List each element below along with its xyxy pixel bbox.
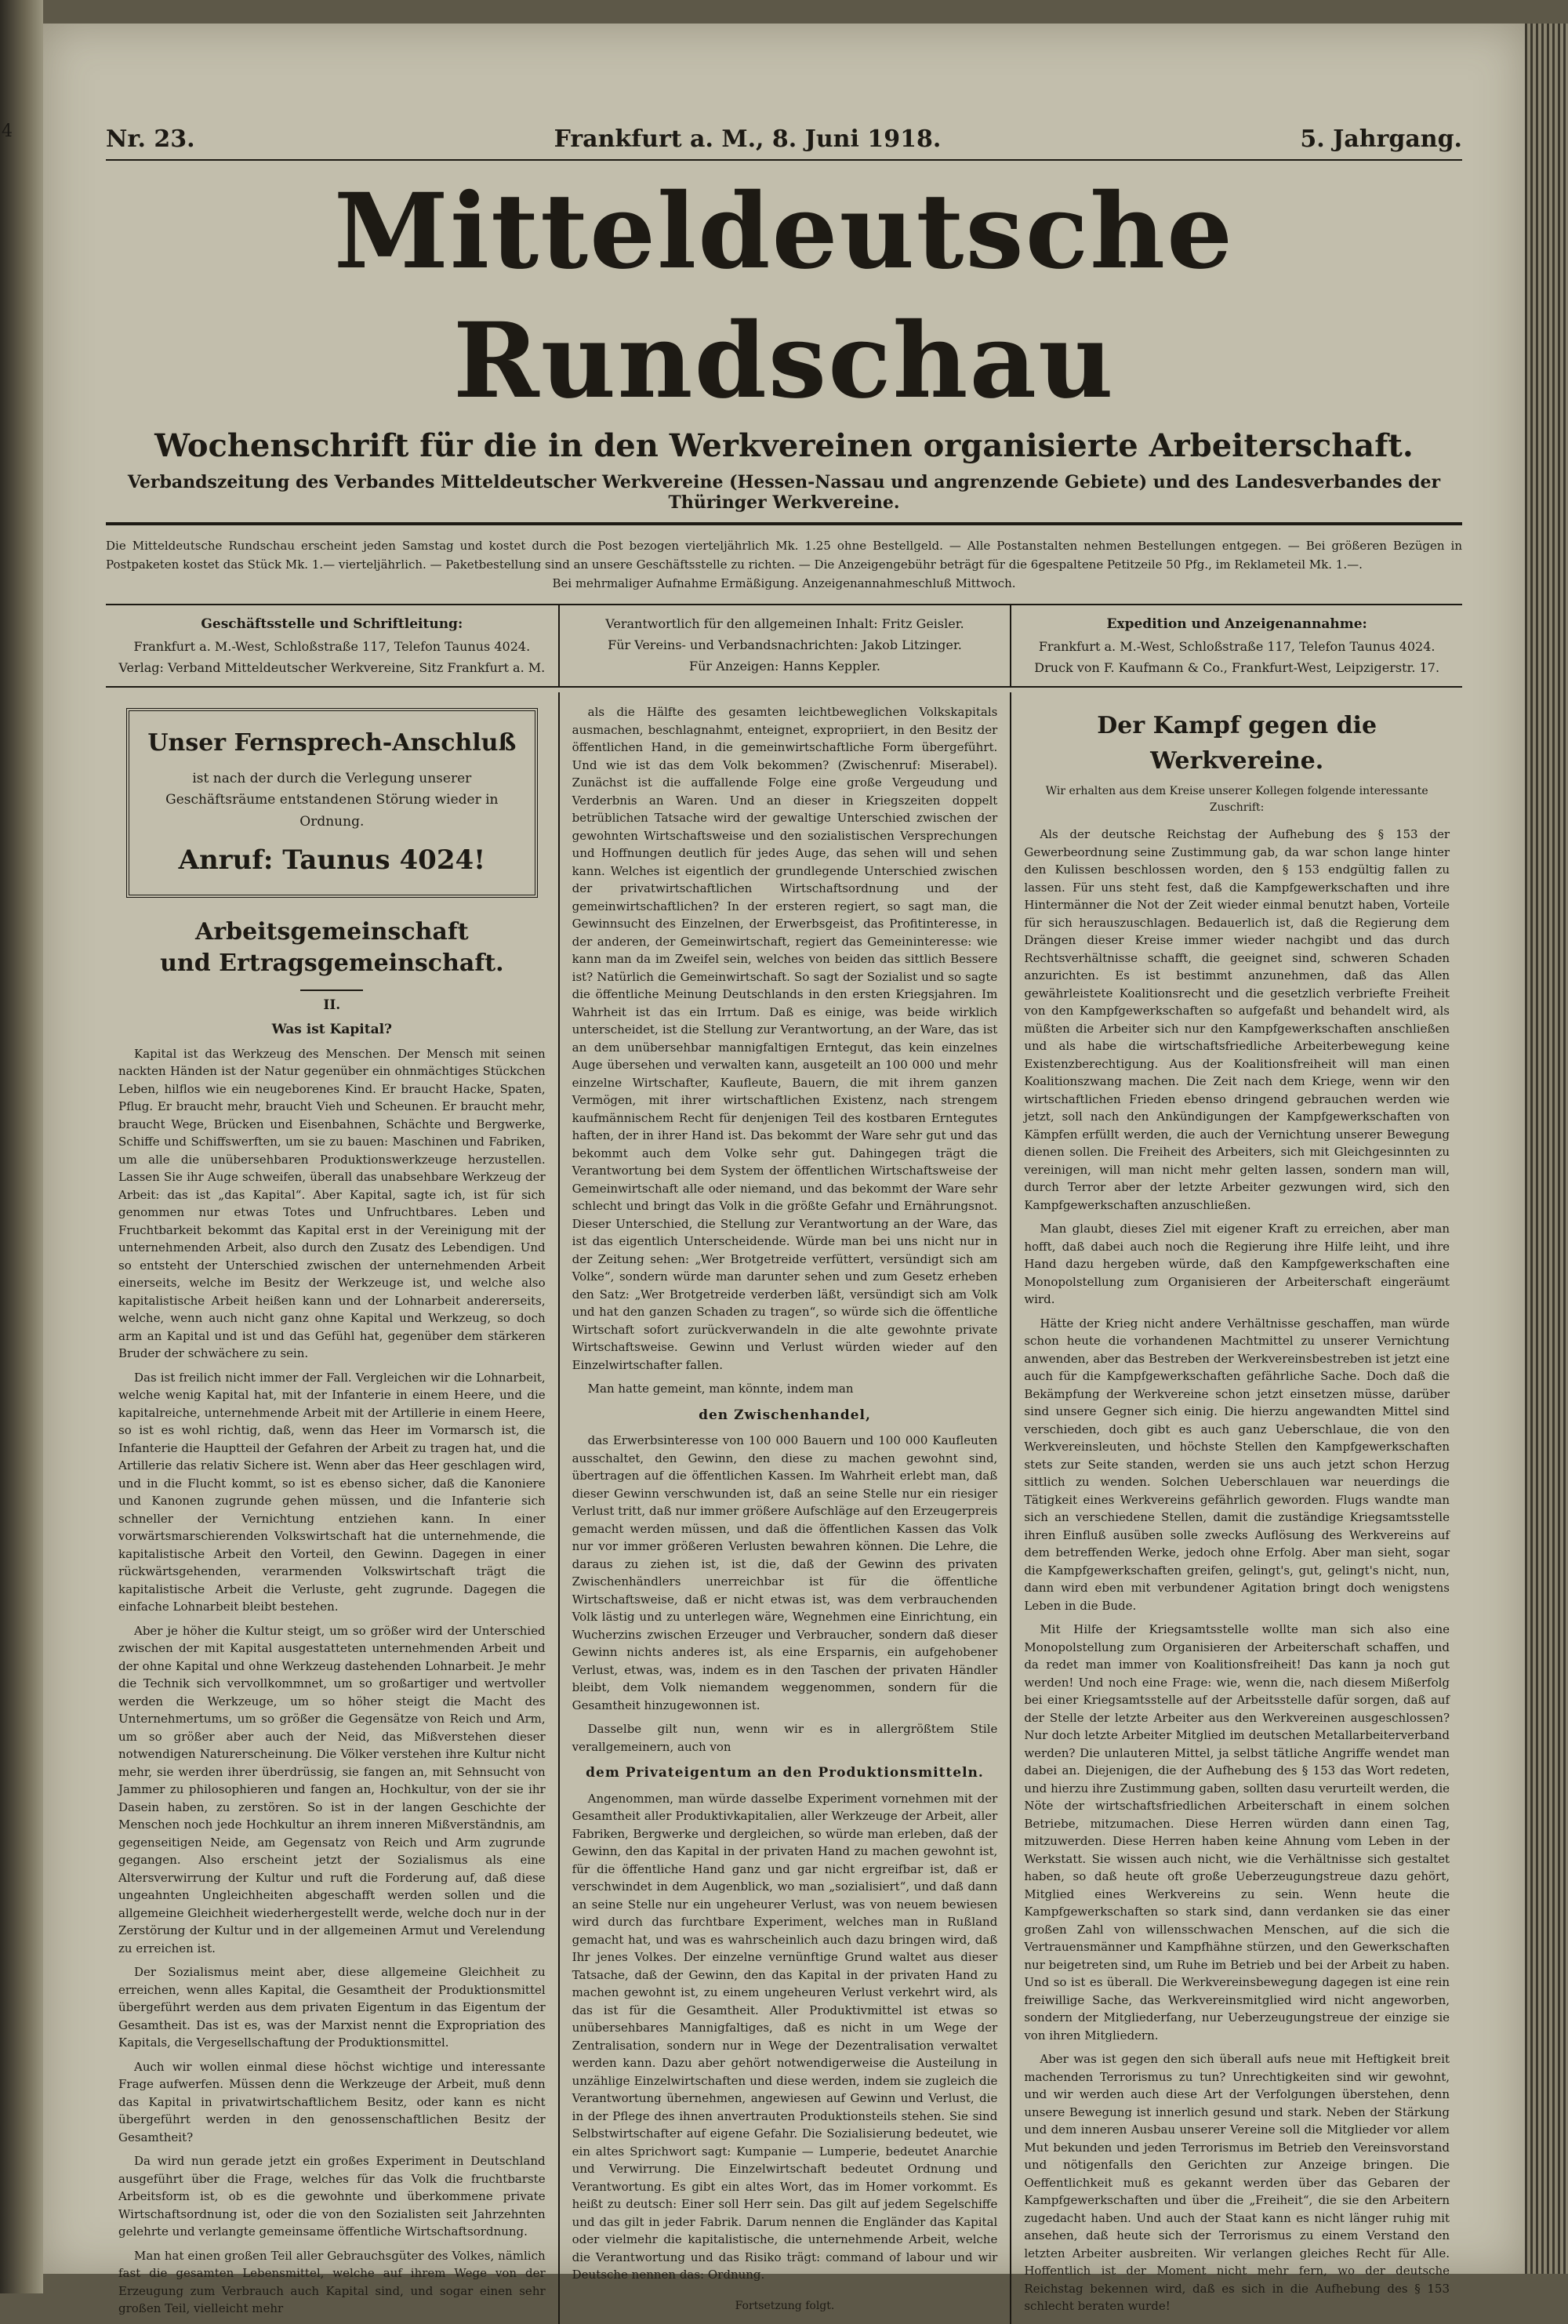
info-editors-line1: Verantwortlich für den allgemeinen Inhalt: Fritz Geisler. xyxy=(605,616,964,631)
dateline: Frankfurt a. M., 8. Juni 1918. xyxy=(554,125,942,153)
column-middle xyxy=(558,692,1011,2324)
article2-paragraph: Als der deutsche Reichstag der Aufhebung des § 153 der Gewerbeordnung seine Zustimmung gab, da war schon lange hinter den Kulissen beschlossen worden, den § 153 endgültig fallen zu lassen. Für uns steht fest, daß die Kampfgewerkschaften und ihre Hintermänner die Not der Zeit wieder einmal benutzt haben, Vorteile für sich herauszuschlagen. Bedauerlich ist, daß die Regierung dem Drängen dieser Kreise immer wieder nachgibt und das durch Rechtsverhältnisse schafft, die geeignet sind, schweren Schaden anzurichten. Es ist bestimmt anzunehmen, daß das Allen gewährleistete Koalitionsrecht und die gesetzlich verbriefte Freiheit von den Kampfgewerkschaften so aufgefaßt und behandelt wird, als müßten die Arbeiter sich nur den Kampfgewerkschaften anschließen und als habe die wirtschaftsfriedliche Arbeiterbewegung keine Existenzberechtigung. Aus der Koalitionsfreiheit will man einen Koalitionszwang machen. Die Zeit nach dem Kriege, wenn wir den wirtschaftlichen Frieden ebenso dringend gebrauchen werden wie jetzt, soll nach den Ankündigungen der Kampfgewerkschaften von Kämpfen erfüllt werden, die auch der Vernichtung unserer Bewegung dienen sollen. Die Freiheit des Arbeiters, sich mit Gleichgesinnten zu vereinigen, will man nicht mehr gelten lassen, sondern man will, durch Terror aber der letzte Arbeiter gezwungen wird, sich den Kampfgewerkschaften anzuschließen. xyxy=(1024,827,1450,1212)
article1-part: II. xyxy=(323,997,341,1013)
phone-notice-box xyxy=(126,708,538,898)
article2-heading: Der Kampf gegen die Werkvereine. xyxy=(1097,712,1377,775)
info-editors-line2: Für Vereins- und Verbandsnachrichten: Jakob Litzinger. xyxy=(608,637,962,653)
column-left xyxy=(106,692,558,2324)
info-office-line2: Verlag: Verband Mitteldeutscher Werkvereine, Sitz Frankfurt a. M. xyxy=(118,660,546,676)
article1-subheading: Was ist Kapital? xyxy=(271,1022,392,1038)
masthead-top-bar xyxy=(106,125,1462,153)
article1-paragraph: Der Sozialismus meint aber, diese allgemeine Gleichheit zu erreichen, wenn alles Kapital, die Gesamtheit der Produktionsmittel übergeführt werden aus dem privaten Eigentum in das Eigentum der Gesamtheit. Das ist es, was der Marxist nennt die Expropriation des Kapitals, die Vergesellschaftung der Produktionsmittel. xyxy=(118,1965,546,2050)
issue-number: Nr. 23. xyxy=(106,125,195,153)
article1-paragraph: Man hatte gemeint, man könnte, indem man xyxy=(587,1382,854,1396)
article1-paragraph: Das ist freilich nicht immer der Fall. Vergleichen wir die Lohnarbeit, welche wenig Kapital hat, mit der Infanterie in einem Heere, und die kapitalreiche, unternehmende Arbeit mit der Artillerie in einem Heere, so ist es wohl richtig, daß, wenn das Heer im Vormarsch ist, die Infanterie die Hauptteil der Gefahren der Arbeit zu tragen hat, und die Artillerie das relativ Sichere ist. Wenn aber das Heer geschlagen wird, und in die Flucht kommt, so ist es ebenso sicher, daß die Kanoniere und Kanonen zugrunde gehen müssen, und die Infanterie sich schneller der Vernichtung entziehen kann. In einer vorwärtsmarschierenden Volkswirtschaft hat die unternehmende, die kapitalistische Arbeit den Vorteil, den Gewinn. Dagegen in einer rückwärtsgehenden, verarmenden Volkswirtschaft trägt die kapitalistische Arbeit die Verluste, geht zugrunde. Dagegen die einfache Lohnarbeit bleibt bestehen. xyxy=(118,1370,546,1614)
article1-paragraph: Kapital ist das Werkzeug des Menschen. Der Mensch mit seinen nackten Händen ist der Natur gegenüber ein ohnmächtiges Stückchen Leben, hilflos wie ein neugeborenes Kind. Er braucht Hacke, Spaten, Pflug. Er braucht mehr, braucht Vieh und Scheunen. Er braucht mehr, braucht Wege, Brücken und Eisenbahnen, Schächte und Bergwerke, Schiffe und Schiffswerften, um sie zu bauen: Maschinen und Fabriken, um alle die unübersehbaren Produktionswerkzeuge herzustellen. Lassen Sie ihr Auge schweifen, überall das unabsehbare Werkzeug der Arbeit: das ist „das Kapital“. Aber Kapital, sagte ich, ist für sich genommen nur etwas Totes und Unfruchtbares. Leben und Fruchtbarkeit bekommt das Kapital erst in der Vereinigung mit der unternehmenden Arbeit, also durch den Zusatz des Lebendigen. Und so entsteht der Unterschied zwischen der unternehmenden Arbeit einerseits, welche im Besitz der Werkzeuge ist, und welche also kapitalistische Arbeit heißen kann und der Lohnarbeit andererseits, welche, wenn auch nicht ganz ohne Kapital und Werkzeug, so doch arm an Kapital und ist und das Gefühl hat, gegenüber dem stärkeren Bruder der schwächere zu sein. xyxy=(118,1046,546,1361)
article-columns xyxy=(106,692,1462,2324)
volume-number: 5. Jahrgang. xyxy=(1300,125,1462,153)
heading-divider xyxy=(300,990,363,991)
article1-paragraph: als die Hälfte des gesamten leichtbeweglichen Volkskapitals ausmachen, beschlagnahmt, enteignet, expropriiert, in den Besitz der öffentlichen Hand, in die gemeinwirtschaftliche Form übergeführt. Und wie ist das dem Volk bekommen? (Zwischenruf: Miserabel). Zunächst ist die auffallende Folge eine große Vergeudung und Verderbnis an Waren. Und an dieser in Kriegszeiten doppelt betrüblichen Tatsache wird der gewaltige Unterschied zwischen der gewohnten Wirtschaftsweise und den sozialistischen Versprechungen und Hoffnungen deutlich für jedes Auge, das sehen will und sehen kann. Welches ist eigentlich der grundlegende Unterschied zwischen der privatwirtschaftlichen Wirtschaftsordnung und der gemeinwirtschaftlichen? In der ersteren regiert, so sagt man, die Gewinnsucht des Einzelnen, der Erwerbsgeist, das Profitinteresse, in der anderen, der Gemeinwirtschaft, regiert das Gemeininteresse: wie kann man da im Zweifel sein, welches von beiden das sittlich Bessere ist? Natürlich die Gemeinwirtschaft. So sagt der Sozialist und so sagte die öffentliche Meinung Deutschlands in den ersten Kriegsjahren. Im Wahrheit ist das ein Irrtum. Daß es einige, was beide wirklich unterscheidet, ist die Stellung zur Verantwortung, an der Ware, das ist an dem unübersehbar mannigfaltigen Erntegut, das kein einzelnes Auge übersehen und verwalten kann, ausgeteilt an 100 000 und mehr einzelne Wirtschafter, Kaufleute, Bauern, die mit ihrem ganzen Vermögen, mit ihrer wirtschaftlichen Existenz, nach strengem kaufmännischem Recht für denjenigen Teil des kostbaren Erntegutes haften, der in ihrer Hand ist. Das bekommt der Ware sehr gut und das bekommt auch dem Volke sehr gut. Dahingegen trägt die Verantwortung bei dem System der öffentlichen Wirtschaftsweise der Gemeinwirtschaft alle oder niemand, und das bekommt der Ware sehr schlecht und bringt das Volk in die größte Gefahr und Ernährungsnot. Dieser Unterschied, die Stellung zur Verantwortung an der Ware, das ist das eigentlich Unterscheidende. Würde man bei uns nicht nur in der Zeitung sehen: „Wer Brotgetreide verfüttert, versündigt sich am Volke“, sondern würde man darunter sehen und zum Gesetz erheben den Satz: „Wer Brotgetreide verderben läßt, versündigt sich am Volk und hat den ganzen Schaden zu tragen“, so würde sich die öffentliche Wirtschaft sofort zurückverwandeln in die alte gewohnte private Wirtschaftsweise. Gewinn und Verlust würden wieder auf den Einzelwirtschafter fallen. xyxy=(572,705,998,1372)
newspaper-page xyxy=(43,24,1525,2316)
article2-paragraph: Man glaubt, dieses Ziel mit eigener Kraft zu erreichen, aber man hofft, daß dabei auch noch die Regierung ihre Hilfe leiht, und ihre Hand dazu hergeben würde, daß den Kampfgewerkschaften eine Monopolstellung zum Organisieren der Arbeiterschaft eingeräumt wird. xyxy=(1024,1222,1450,1307)
article1-paragraph: Man hat einen großen Teil aller Gebrauchsgüter des Volkes, nämlich fast die gesamten Lebensmittel, welche auf ihrem Wege von der Erzeugung zum Verbrauch auch Kapital sind, und sogar einen sehr großen Teil, vielleicht mehr xyxy=(118,2248,546,2316)
article1-heading-line1: Arbeitsgemeinschaft xyxy=(195,917,469,946)
article1-bold-phrase: dem Privateigentum an den Produktionsmitteln. xyxy=(586,1765,984,1781)
article1-paragraph: das Erwerbsinteresse von 100 000 Bauern und 100 000 Kaufleuten ausschaltet, den Gewinn, den diese zu machen gewohnt sind, übertragen auf die öffentlichen Kassen. Im Wahrheit erlebt man, daß dieser Gewinn verschwunden ist, daß an seine Stelle nur ein riesiger Verlust tritt, daß nur immer größere Aufschläge auf den Erzeugerpreis gemacht werden müssen, und daß die öffentlichen Kassen das Volk nur vor immer größeren Verlusten bewahren können. Die Lehre, die daraus zu ziehen ist, ist die, daß der Gewinn des privaten Zwischenhändlers unerreichbar ist für die öffentliche Wirtschaftsweise, daß er nicht etwas ist, was dem verbrauchenden Volk lästig und zu unterlegen wäre, Wegnehmen eine Einrichtung, ein Wucherzins zwischen Erzeuger und Verbraucher, sondern daß dieser Gewinn nichts anderes ist, als eine Ersparnis, ein aufgehobener Verlust, etwas, was, indem es in den Taschen der privaten Händler bleibt, dem Volk niemandem weggenommen, sondern für die Gesamtheit hinzugewonnen ist. xyxy=(572,1433,998,1712)
article2-paragraph: Mit Hilfe der Kriegsamtsstelle wollte man sich also eine Monopolstellung zum Organisieren der Arbeiterschaft schaffen, und da redet man immer von Koalitionsfreiheit! Das kann ja noch gut werden! Und noch eine Frage: wie, wenn die, nach diesem Mißerfolg bei einer Kriegsamtsstelle auf der Arbeitsstelle dafür sorgen, daß auf der Stelle der letzte Arbeiter aus den Werkvereinen ausgeschlossen? Nur doch letzte Arbeiter Mitglied im deutschen Metallarbeiterverband werden? Die unlauteren Mittel, ja selbst tätliche Angriffe wendet man dabei an. Diejenigen, die der Aufhebung des § 153 das Wort redeten, und hierzu ihre Zustimmung gaben, sollten dasu verurteilt werden, die Nöte der wirtschaftsfriedlichen Arbeiterschaft in einem solchen Betriebe, mitzumachen. Diese Herren würden dann einen Tag, mitzuwerden. Diese Herren haben keine Ahnung vom Leben in der Werkstatt. Sie wissen auch nicht, wie die Verhältnisse sich gestaltet haben, so daß heute oft große Ueberzeugungstreue dazu gehört, Mitglied eines Werkvereins zu sein. Wenn heute die Kampfgewerkschaften so stark sind, dann verdanken sie das einer großen Zahl von willensschwachen Menschen, auf die sich die Vertrauensmänner und Kampfhähne stürzen, und den Gewerkschaften nur beigetreten sind, um Ruhe im Betrieb und bei der Arbeit zu haben. Und so ist es überall. Die Werkvereinsbewegung dagegen ist eine rein freiwillige Sache, das Werkvereinsmitglied wird nicht angeworben, sondern der Mitgliederfang, nur Ueberzeugungstreue der einzige sie von ihren Mitgliedern. xyxy=(1024,1622,1450,2043)
article1-paragraph: Aber je höher die Kultur steigt, um so größer wird der Unterschied zwischen der mit Kapital ausgestatteten unternehmenden Arbeit und der ohne Kapital und ohne Werkzeug dastehenden Lohnarbeit. Je mehr die Technik sich vervollkommnet, um so großartiger und wertvoller werden die Werkzeuge, um so höher steigt die Macht des Unternehmertums, um so größer die Gegensätze von Reich und Arm, um so größer aber auch der Neid, das Mißverstehen dieser notwendigen Naturerscheinung. Die Völker verstehen ihre Kultur nicht mehr, sie werden ihrer überdrüssig, sie fangen an, mit Sehnsucht von Jammer zu philosophieren und fangen an, Hochkultur, von der sie ihr Dasein haben, zu zerstören. So ist in der langen Geschichte der Menschen noch jede Hochkultur an ihrem inneren Mißverständnis, am gegenseitigen Neide, am Gegensatz von Reich und Arm zugrunde gegangen. Also erscheint jetzt der Sozialismus als eine Altersverwirrung der Kultur und ruft die Forderung auf, daß diese ungeahnten Ungleichheiten abgeschafft werden sollen und die allgemeine Gleichheit wiederhergestellt werde, welche doch nur in der Zerstörung der Kultur und in der allgemeinen Armut und Verelendung zu erreichen ist. xyxy=(118,1623,546,1955)
article1-bold-phrase: den Zwischenhandel, xyxy=(699,1407,871,1423)
info-expedition-line1: Frankfurt a. M.-West, Schloßstraße 117, Telefon Taunus 4024. xyxy=(1038,638,1436,654)
article1-paragraph: Da wird nun gerade jetzt ein großes Experiment in Deutschland ausgeführt über die Frage, welches für das Volk die fruchtbarste Arbeitsform ist, ob es die gewohnte und überkommene private Wirtschaftsordnung ist, oder die von den Sozialisten seit Jahrzehnten gelehrte und verlangte gemeinsame öffentliche Wirtschaftsordnung. xyxy=(118,2154,546,2239)
info-office-line1: Frankfurt a. M.-West, Schloßstraße 117, Telefon Taunus 4024. xyxy=(133,638,531,654)
info-expedition-line2: Druck von F. Kaufmann & Co., Frankfurt-West, Leipzigerstr. 17. xyxy=(1034,660,1440,676)
newspaper-subtitle: Wochenschrift für die in den Werkvereinen organisierte Arbeiterschaft. xyxy=(154,427,1414,464)
info-editors xyxy=(558,605,1011,686)
info-expedition xyxy=(1010,605,1462,686)
article2-paragraph: Aber was ist gegen den sich überall aufs neue mit Heftigkeit breit machenden Terrorismus zu tun? Unrechtigkeiten sind wir gewohnt, und wir werden auch diese Art der Verfolgungen überstehen, denn unsere Bewegung ist innerlich gesund und stark. Neben der Stärkung und dem inneren Ausbau unserer Vereine soll die Mitglieder vor allem Mut bekunden und jeden Terrorismus im Betrieb den Vereinsvorstand und nötigenfalls den Gerichten zur Anzeige bringen. Die Oeffentlichkeit muß es gekannt werden über das Gebaren der Kampfgewerkschaften und über die „Freiheit“, die sie den Arbeitern zugedacht haben. Und auch der Staat kann es nicht länger ruhig mit ansehen, daß heute sich der Terrorismus zu einem Verstand den letzten Arbeiter ausbreiten. Wir verlangen gleiches Recht für Alle. Hoffentlich ist der Moment nicht mehr fern, wo der deutsche Reichstag bekennen wird, daß es sich in die Aufhebung des § 153 schlecht beraten wurde! xyxy=(1024,2052,1450,2314)
publisher-info xyxy=(106,605,1462,688)
article1-heading-line2: und Ertragsgemeinschaft. xyxy=(160,950,504,978)
newspaper-subtitle-line2: Verbandszeitung des Verbandes Mitteldeutscher Werkvereine (Hessen-Nassau und angrenzende Gebiete) und des Landesverbandes der Thüringer Werkvereine. xyxy=(127,472,1441,513)
notice-line1: Die Mitteldeutsche Rundschau erscheint jeden Samstag und kostet durch die Post bezogen vierteljährlich Mk. 1.25 ohne Bestellgeld. — Alle Postanstalten nehmen Bestellungen entgegen. — Bei größeren Bezügen in Postpaketen kostet das Stück Mk. 1.— vierteljährlich. — Paketbestellung sind an unsere Geschäftsstelle zu richten. — Die Anzeigengebühr beträgt für die 6gespaltene Petitzeile 50 Pfg., im Reklameteil Mk. 1.—. xyxy=(106,539,1462,572)
column-right xyxy=(1010,692,1462,2324)
page-content xyxy=(106,125,1462,2324)
notice-line2: Bei mehrmaliger Aufnahme Ermäßigung. Anzeigenannahmeschluß Mittwoch. xyxy=(552,576,1016,590)
article1-paragraph: Angenommen, man würde dasselbe Experiment vornehmen mit der Gesamtheit aller Produktivkapitalien, aller Werkzeuge der Arbeit, aller Fabriken, Bergwerke und dergleichen, so würde man erleben, daß der Gewinn, den das Kapital in der privaten Hand zu machen gewohnt ist, für die öffentliche Hand ganz und gar nicht ergreifbar ist, daß er verschwindet in dem Augenblick, wo man „sozialisiert“, und daß dann an seine Stelle nur ein ungeheurer Verlust, was von neuem bewiesen wird durch das furchtbare Experiment, welches man in Rußland gemacht hat, und was es wahrscheinlich auch dazu bringen wird, daß Ihr jenes Volkes. Der einzelne vernünftige Grund waltet aus dieser Tatsache, daß der Gewinn, den das Kapital in der privaten Hand zu machen gewohnt ist, zu einem ungeheuren Verlust verkehrt wird, als das ist für die Gesamtheit. Aller Produktivmittel ist etwas so unübersehbares Mannigfaltiges, daß es nicht in um Wege der Zentralisation, sondern nur in Wege der Dezentralisation verwaltet werden kann. Dazu aber gehört notwendigerweise die Austeilung in unzählige Einzelwirtschaften und diese werden, indem sie zugleich die Verantwortung übernehmen, angewiesen auf Gewinn und Verlust, die in der Pflege des ihnen anvertrauten Produktionsteils stehen. Sie sind Selbstwirtschafter auf eigene Gefahr. Die Sozialisierung bedeutet, wie ein altes Sprichwort sagt: Kumpanie — Lumperie, bedeutet Anarchie und Verwirrung. Die Einzelwirtschaft bedeutet Ordnung und Verantwortung. Es gibt ein altes Wort, das im Homer vorkommt. Es heißt zu deutsch: Einer soll Herr sein. Das gilt auf jedem Segelschiffe und das gilt in jeder Fabrik. Darum nennen die Engländer das Kapital oder vielmehr die kapitalistische, die unternehmende Arbeit, welche die Verantwortung und das Risiko trägt: command of labour und wir Deutsche nennen das: Ordnung. xyxy=(572,1791,998,2282)
article2-intro: Wir erhalten aus dem Kreise unserer Kollegen folgende interessante Zuschrift: xyxy=(1045,785,1428,815)
article1-heading xyxy=(118,917,546,980)
subscription-notice xyxy=(106,525,1462,604)
page-edge-mark: 4 xyxy=(2,122,13,141)
article1-paragraph: Dasselbe gilt nun, wenn wir es in allergrößtem Stile verallgemeinern, auch von xyxy=(572,1722,998,1754)
page-stack-edge xyxy=(1525,24,1568,2274)
info-office xyxy=(106,605,558,686)
newspaper-title: Mitteldeutsche Rundschau xyxy=(333,171,1235,422)
phone-notice-text: ist nach der durch die Verlegung unserer Geschäftsräume entstandenen Störung wieder in Ordnung. xyxy=(165,771,499,830)
info-expedition-heading: Expedition und Anzeigenannahme: xyxy=(1106,616,1367,632)
masthead-rule xyxy=(106,159,1462,161)
article1-paragraph: Auch wir wollen einmal diese höchst wichtige und interessante Frage aufwerfen. Müssen denn die Werkzeuge der Arbeit, muß denn das Kapital in privatwirtschaftlichem Besitz, oder kann es nicht übergeführt werden in den genossenschaftlichen Besitz der Gesamtheit? xyxy=(118,2059,546,2144)
continued-note: Fortsetzung folgt. xyxy=(735,2299,835,2312)
info-office-heading: Geschäftsstelle und Schriftleitung: xyxy=(201,616,463,632)
info-editors-line3: Für Anzeigen: Hanns Keppler. xyxy=(689,659,880,674)
phone-notice-title: Unser Fernsprech-Anschluß xyxy=(147,729,517,757)
book-binding xyxy=(0,0,43,2293)
phone-notice-call: Anruf: Taunus 4024! xyxy=(178,844,486,876)
article2-paragraph: Hätte der Krieg nicht andere Verhältnisse geschaffen, man würde schon heute die vorhandenen Machtmittel zu unserer Vernichtung anwenden, aber das Bestreben der Werkvereinsbestreben ist jetzt eine auch für die Kampfgewerkschaften gefährliche Sache. Doch daß die Bekämpfung der Werkvereine schon jetzt einsetzen müsse, darüber sind unsere Gegner sich einig. Die hierzu angewandten Mittel sind verschieden, doch gibt es auch ganz Ueberschlaue, die von den Werkvereinsleuten, und höchste Stellen den Kampfgewerkschaften stets zur Seite standen, werden sie uns auch jetzt schon Herzug sittlich zu wenden. Solchen Ueberschlauen war neuerdings die Tätigkeit eines Werkvereins gefährlich geworden. Flugs wandte man sich an verschiedene Stellen, damit die zuständige Kriegsamtsstelle ihren Einfluß ausüben solle zwecks Auflösung des Werkvereins auf dem betreffenden Werke, jedoch ohne Erfolg. Aber man sieht, sogar die Kampfgewerkschaften greifen, gelingt's, gut, gelingt's nicht, nun, dann wird eben mit verbundener Agitation bringt doch wenigstens Leben in die Bude. xyxy=(1024,1316,1450,1613)
